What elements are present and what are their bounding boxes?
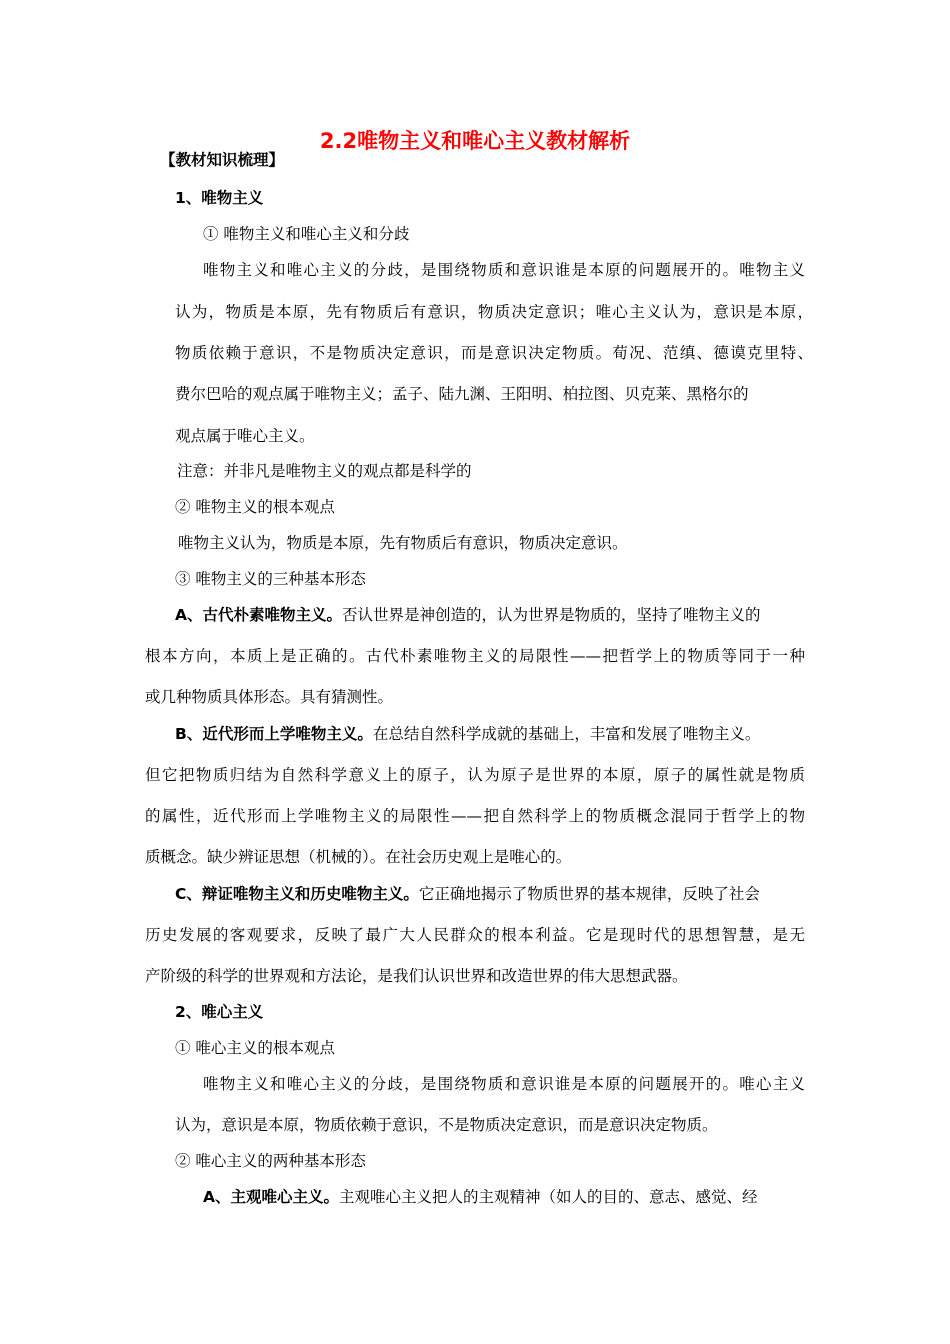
- item-c-line: [175, 884, 760, 904]
- item-subjective-line: [203, 1187, 758, 1207]
- paragraph-line: 认为，意识是本原，物质依赖于意识，不是物质决定意识，而是意识决定物质。: [175, 1116, 718, 1134]
- paragraph-line: 唯物主义认为，物质是本原，先有物质后有意识，物质决定意识。: [178, 534, 628, 552]
- subheading-basic-view: ② 唯物主义的根本观点: [175, 498, 335, 516]
- paragraph-line: 的属性，近代形而上学唯物主义的局限性——把自然科学上的物质概念混同于哲学上的物: [145, 807, 805, 825]
- paragraph-line: 认为，物质是本原，先有物质后有意识，物质决定意识；唯心主义认为，意识是本原，: [175, 303, 813, 321]
- note-text: 注意：并非凡是唯物主义的观点都是科学的: [177, 462, 472, 480]
- document-title: 2.2唯物主义和唯心主义教材解析: [319, 129, 631, 153]
- paragraph-line: 唯物主义和唯心主义的分歧，是围绕物质和意识谁是本原的问题展开的。唯心主义: [203, 1075, 805, 1093]
- item-subjective-label: A、主观唯心主义。: [203, 1188, 339, 1206]
- paragraph-line: 费尔巴哈的观点属于唯物主义；孟子、陆九渊、王阳明、柏拉图、贝克莱、黑格尔的: [175, 385, 749, 403]
- section-header: 【教材知识梳理】: [160, 151, 285, 169]
- paragraph-line: 物质依赖于意识，不是物质决定意识，而是意识决定物质。荀况、范缜、德谟克里特、: [175, 344, 813, 362]
- paragraph-line: 根本方向，本质上是正确的。古代朴素唯物主义的局限性——把哲学上的物质等同于一种: [145, 647, 805, 665]
- item-b-text: 在总结自然科学成就的基础上，丰富和发展了唯物主义。: [372, 725, 761, 743]
- paragraph-line: 唯物主义和唯心主义的分歧，是围绕物质和意识谁是本原的问题展开的。唯物主义: [203, 261, 805, 279]
- paragraph-line: 质概念。缺少辨证思想（机械的）。在社会历史观上是唯心的。: [145, 848, 572, 866]
- item-b-label: B、近代形而上学唯物主义。: [175, 725, 373, 743]
- paragraph-line: 观点属于唯心主义。: [175, 427, 315, 445]
- item-a-text: 否认世界是神创造的，认为世界是物质的，坚持了唯物主义的: [342, 606, 761, 624]
- paragraph-line: 或几种物质具体形态。具有猜测性。: [145, 688, 394, 706]
- item-a-line: [175, 605, 761, 625]
- paragraph-line: 历史发展的客观要求，反映了最广大人民群众的根本利益。它是现时代的思想智慧，是无: [145, 926, 805, 944]
- subheading-three-forms: ③ 唯物主义的三种基本形态: [175, 570, 366, 588]
- paragraph-line: 产阶级的科学的世界观和方法论，是我们认识世界和改造世界的伟大思想武器。: [145, 967, 688, 985]
- paragraph-line: 但它把物质归结为自然科学意义上的原子，认为原子是世界的本原，原子的属性就是物质: [145, 766, 805, 784]
- subheading-idealism-view: ① 唯心主义的根本观点: [175, 1039, 335, 1057]
- item-a-label: A、古代朴素唯物主义。: [175, 606, 342, 624]
- item-b-line: [175, 724, 760, 744]
- heading-idealism: 2、唯心主义: [175, 1003, 264, 1021]
- item-c-text: 它正确地揭示了物质世界的基本规律，反映了社会: [418, 885, 760, 903]
- subheading-divergence: ① 唯物主义和唯心主义和分歧: [203, 225, 410, 243]
- subheading-two-forms: ② 唯心主义的两种基本形态: [175, 1152, 366, 1170]
- heading-materialism: 1、唯物主义: [175, 189, 264, 207]
- item-subjective-text: 主观唯心主义把人的主观精神（如人的目的、意志、感觉、经: [339, 1188, 758, 1206]
- item-c-label: C、辩证唯物主义和历史唯物主义。: [175, 885, 419, 903]
